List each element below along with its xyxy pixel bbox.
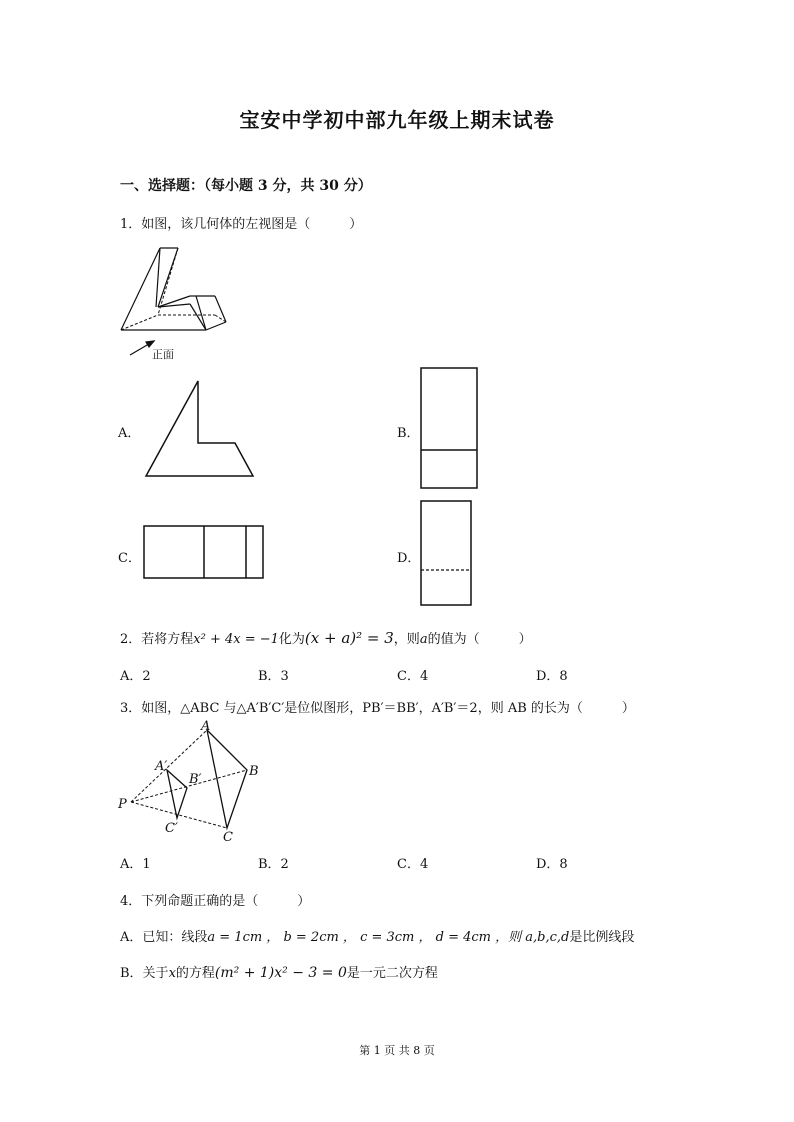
q3-option-c: C．4 — [397, 857, 429, 872]
q2-option-d: D．8 — [536, 669, 568, 684]
label-C-prime: C′ — [165, 821, 178, 836]
q1-solid-figure — [118, 245, 238, 360]
q2-stem-mid: 化为 — [278, 632, 305, 647]
q4-option-a-pre: A．已知：线段 — [120, 930, 208, 945]
q4-option-b-mid: 的方程 — [175, 966, 215, 981]
q3-homothety-figure — [115, 718, 275, 848]
q1-option-c-label: C． — [118, 551, 141, 566]
q2-stem-pre: 2．若将方程 — [120, 632, 194, 647]
q2-option-c: C．4 — [397, 669, 429, 684]
q2-stem-end: 的值为（ ） — [427, 632, 532, 647]
question-1-stem: 1．如图，该几何体的左视图是（ ） — [120, 217, 363, 232]
q2-equation-original: x² + 4x = −1 — [193, 632, 279, 647]
question-3-stem: 3．如图，△ABC 与△A′B′C′是位似图形，PB′＝BB′，A′B′＝2，则 AB 的长为（ ） — [120, 701, 635, 716]
q4-option-b-var: x — [168, 966, 176, 981]
front-view-label: 正面 — [152, 348, 174, 361]
q1-option-c-figure — [143, 525, 268, 583]
q4-option-b-pre: B．关于 — [120, 966, 169, 981]
label-C: C — [223, 830, 233, 845]
question-4-stem: 4．下列命题正确的是（ ） — [120, 894, 311, 909]
q1-option-a-figure — [143, 378, 258, 478]
q4-option-a-math: a = 1cm ， b = 2cm ， c = 3cm ， d = 4cm ，则 a,b,c,d — [207, 930, 570, 945]
q2-stem-post: ，则 — [393, 632, 420, 647]
q2-option-b: B．3 — [258, 669, 289, 684]
q3-option-d: D．8 — [536, 857, 568, 872]
q4-option-b-math: (m² + 1)x² − 3 = 0 — [214, 965, 347, 981]
question-2-stem — [120, 628, 532, 647]
label-B-prime: B′ — [189, 772, 202, 787]
q1-option-d-label: D． — [397, 551, 421, 566]
section-heading: 一、选择题：（每小题 3 分，共 30 分） — [120, 178, 372, 194]
q4-option-b-post: 是一元二次方程 — [346, 966, 438, 981]
q2-option-a: A．2 — [120, 669, 151, 684]
label-A-prime: A′ — [155, 759, 168, 774]
q4-option-a-post: 是比例线段 — [569, 930, 635, 945]
label-P: P — [118, 797, 127, 812]
q1-option-a-label: A． — [118, 426, 141, 441]
q1-option-b-label: B． — [397, 426, 420, 441]
page-title: 宝安中学初中部九年级上期末试卷 — [239, 108, 555, 132]
q4-option-a — [120, 926, 634, 945]
q3-option-a: A．1 — [120, 857, 151, 872]
label-B: B — [249, 764, 259, 779]
page-footer: 第 1 页 共 8 页 — [359, 1044, 435, 1057]
q4-option-b — [120, 962, 438, 981]
q1-option-b-figure — [420, 367, 480, 492]
q3-option-b: B．2 — [258, 857, 289, 872]
label-A: A — [201, 719, 211, 734]
q2-equation-transformed: (x + a)² = 3 — [304, 629, 394, 647]
q2-variable: a — [419, 632, 428, 647]
q1-option-d-figure — [420, 500, 475, 608]
